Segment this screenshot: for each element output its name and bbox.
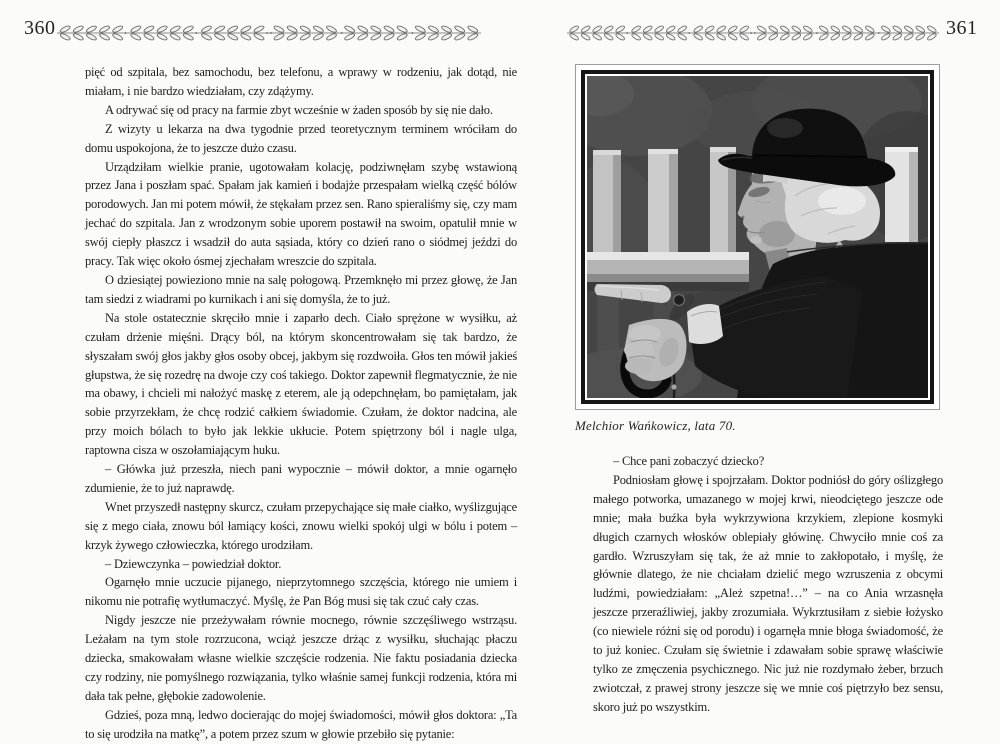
photo-illustration	[587, 76, 928, 398]
paragraph: Ogarnęło mnie uczucie pijanego, nieprzytomnego szczęścia, którego nie umiem i nikomu nie potrafię wytłumaczyć. Myślę, że Pan Bóg musi się tak czuć cały czas.	[85, 575, 517, 609]
paragraph: Gdzieś, poza mną, ledwo docierając do mojej świadomości, mówił głos doktora: „Ta to się urodziła na matkę”, a potem przez szum w głowie przebiło się pytanie:	[85, 707, 517, 741]
paragraph: pięć od szpitala, bez samochodu, bez telefonu, a wprawy w rodzeniu, jak dotąd, nie miałam, i nie bardzo wiedziałam, czy zdążymy.	[85, 65, 517, 98]
laurel-garland-icon	[567, 25, 939, 41]
paragraph: Wnet przyszedł następny skurcz, czułam przepychające się małe ciałko, wyślizgujące się z mego ciała, znowu ból łamiący kości, znowu wielki spokój ulgi w bólu i potem – krzyk żywego człowieczka, którego urodziłam.	[85, 499, 517, 552]
paragraph: – Dziewczynka – powiedział doktor.	[105, 556, 282, 571]
paragraph: Na stole ostatecznie skręciło mnie i zaparło dech. Ciało sprężone w wysiłku, aż czułam drżenie mięśni. Drący ból, na którym skoncentrowałam się tak bardzo, że słyszałam swój głos jakby głos osoby obcej, jakbym się rozdwoiła. Głos ten mówił jakieś głupstwa, że się rozedrę na dwoje czy coś takiego. Doktor zapewnił flegmatycznie, że nie ma obawy, i chcieli mi nałożyć maskę z eterem, ale ją odepchnęłam, bo pamiętałam, jak sobie przyrzekłam, że chcę rodzić całkiem świadomie. Czułam, że doktor nadcina, ale przy moich bólach to było jak lekkie ukłucie. Potem spiętrzony ból i nagle ulga, raptowna cisza w oszołamiającym huku.	[85, 310, 517, 458]
laurel-garland-divider-left	[57, 25, 481, 41]
paragraph: Podniosłam głowę i spojrzałam. Doktor podniósł do góry oślizgłego małego potworka, umazanego w mojej krwi, nieodciętego jeszcze ode mnie; mała buźka była wykrzywiona krzykiem, zlepione kosmyki długich czarnych włosków oblepiały główinę. Chwyciło mnie coś za gardło. Wzruszyłam się tak, że aż mnie to zakłopotało, i myślę, że głównie dlatego, że nie chciałam dzielić mego wzruszenia z obcymi ludźmi, powiedziałam: „Ależ szpetna!…” – na co Ania wrzasnęła jeszcze przeraźliwiej, jakby zrozumiała. Wykrztusiłam z siebie łożysko (co niewiele różni się od porodu) i ogarnęła mnie błoga świadomość, że to już koniec. Czułam się świetnie i zdawałam sobie sprawę właściwie tylko ze zmęczenia psychicznego. Nic już nie rozdymało żeber, brzuch zwiotczał, z prawej strony jeszcze się we mnie coś piętrzyło bez sensu, skoro już po wszystkim.	[593, 472, 943, 714]
photo-plate	[575, 64, 940, 410]
right-page-text-column	[593, 452, 943, 717]
page-number-left: 360	[24, 17, 56, 39]
paragraph: O dziesiątej powieziono mnie na salę połogową. Przemknęło mi przez głowę, że Jan tam siedzi z wiadrami po kurnikach i ani się domyśla, że to już.	[85, 272, 517, 306]
paragraph: A odrywać się od pracy na farmie zbyt wcześnie w żaden sposób by się nie dało.	[105, 102, 493, 117]
laurel-garland-divider-right	[567, 25, 939, 41]
laurel-garland-icon	[57, 25, 481, 41]
paragraph: – Główka już przeszła, niech pani wypocznie – mówił doktor, a mnie ogarnęło zdumienie, że to już naprawdę.	[85, 462, 517, 495]
photo-frame	[581, 70, 934, 404]
photo-caption: Melchior Wańkowicz, lata 70.	[575, 418, 736, 433]
paragraph: Urządziłam wielkie pranie, ugotowałam kolację, podziwnęłam szybę wstawioną przez Jana i poszłam spać. Spałam jak kamień i bodajże przespałam wielką część bólów porodowych. Jan mi potem mówił, że stękałam przez sen. Rano spieraliśmy się, czy mam jechać do szpitala. Jan z wrodzonym sobie uporem postawił na swoim, opatulił mnie w swój ciepły płaszcz i wsadził do auta sąsiada, który co dzień rano o siódmej jeździ do pracy. Tak więc około ósmej zjechałam wreszcie do szpitala.	[85, 159, 517, 269]
paragraph: Nigdy jeszcze nie przeżywałam równie mocnego, równie szczęśliwego wstrząsu. Leżałam na tym stole rozrzucona, wciąż jeszcze drżąc z wysiłku, słuchając płaczu dziecka, smakowałam własne wielkie szczęście rodzenia. Nie faktu posiadania dziecka czy rodziny, nie pomyślnego rozwiązania, tylko właśnie samej funkcji rodzenia, która mi dała tak pełne, głębokie zadowolenie.	[85, 613, 517, 703]
left-page-text-column	[85, 63, 517, 744]
paragraph: – Chce pani zobaczyć dziecko?	[613, 454, 765, 468]
paragraph: Z wizyty u lekarza na dwa tygodnie przed teoretycznym terminem wróciłam do domu uspokojona, że to jeszcze dużo czasu.	[85, 121, 517, 155]
shirt-cuff	[687, 304, 723, 344]
page-number-right: 361	[946, 17, 978, 39]
